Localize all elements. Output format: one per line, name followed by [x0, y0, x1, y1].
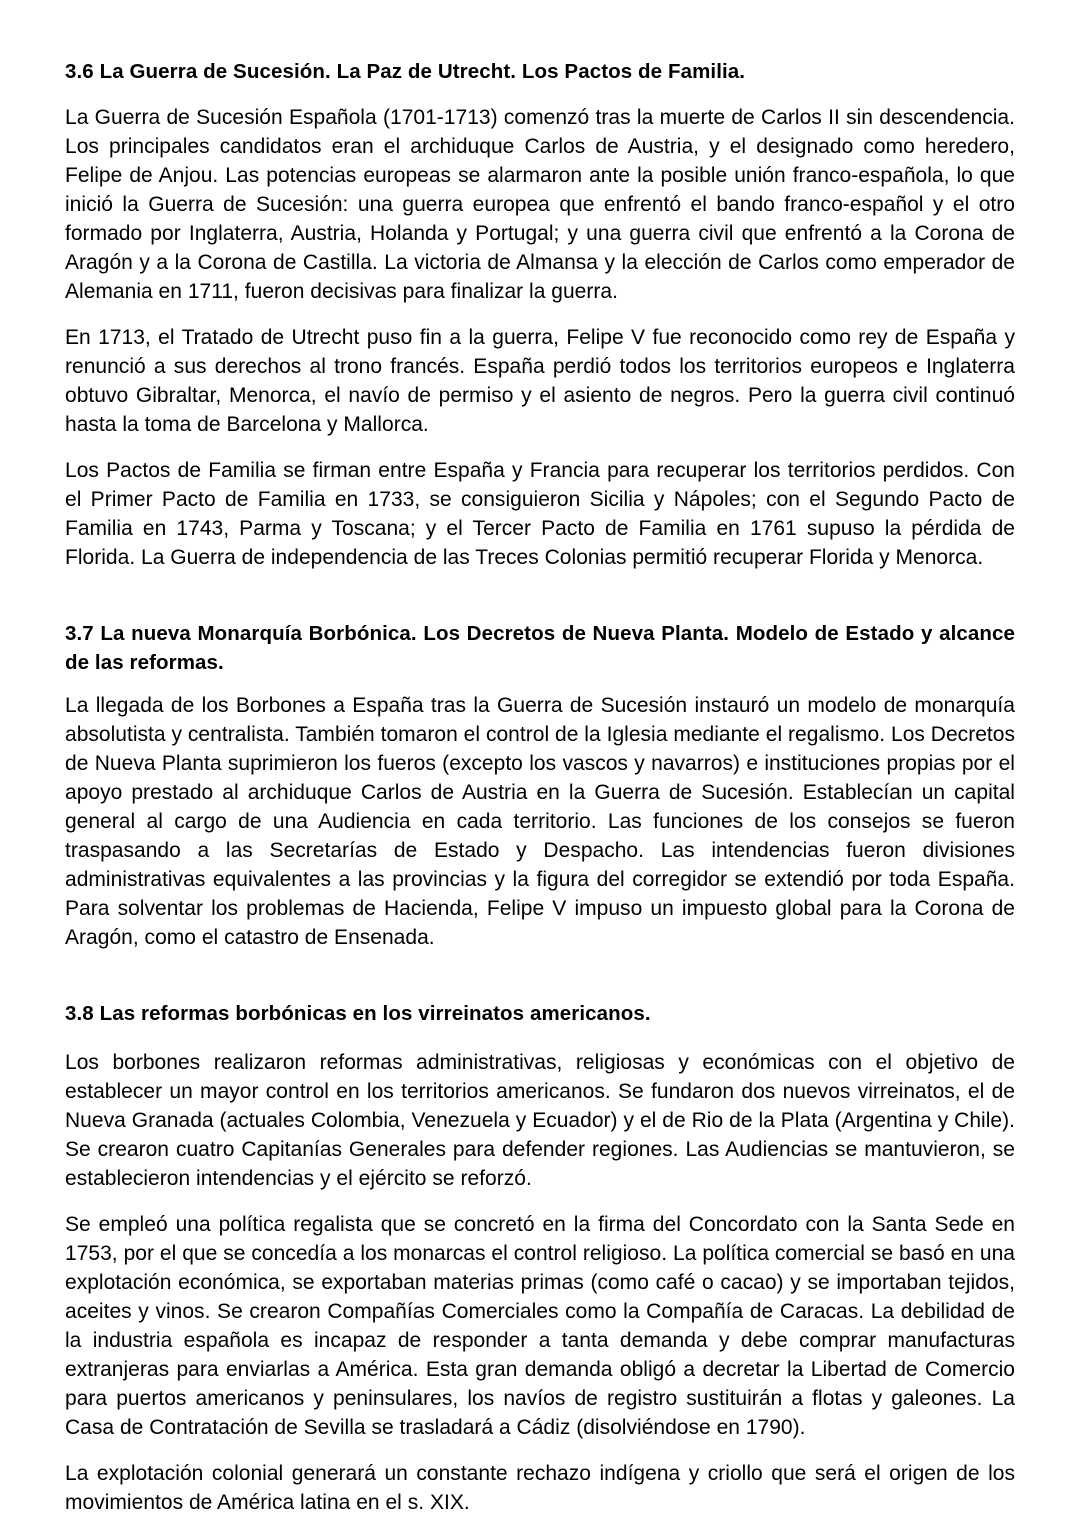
section-3-8 [65, 999, 1015, 1517]
section-3-7-heading: 3.7 La nueva Monarquía Borbónica. Los Decretos de Nueva Planta. Modelo de Estado y alcance de las reformas. [65, 622, 1015, 674]
section-3-6-heading: 3.6 La Guerra de Sucesión. La Paz de Utrecht. Los Pactos de Familia. [65, 60, 746, 83]
section-3-8-paragraph-2: Se empleó una política regalista que se concretó en la firma del Concordato con la Santa Sede en 1753, por el que se concedía a los monarcas el control religioso. La política comercial se basó en una explotación económica, se exportaban materias primas (como café o cacao) y se importaban tejidos, aceites y vinos. Se crearon Compañías Comerciales como la Compañía de Caracas. La debilidad de la industria española es incapaz de responder a tanta demanda y debe comprar manufacturas extranjeras para enviarlas a América. Esta gran demanda obligó a decretar la Libertad de Comercio para puertos americanos y peninsulares, los navíos de registro sustituirán a flotas y galeones. La Casa de Contratación de Sevilla se trasladará a Cádiz (disolviéndose en 1790). [65, 1213, 1015, 1439]
document-content [65, 57, 1015, 1517]
section-3-8-paragraph-3: La explotación colonial generará un constante rechazo indígena y criollo que será el origen de los movimientos de América latina en el s. XIX. [65, 1462, 1015, 1514]
section-3-8-paragraph-1: Los borbones realizaron reformas administrativas, religiosas y económicas con el objetivo de establecer un mayor control en los territorios americanos. Se fundaron dos nuevos virreinatos, el de Nueva Granada (actuales Colombia, Venezuela y Ecuador) y el de Rio de la Plata (Argentina y Chile). Se crearon cuatro Capitanías Generales para defender regiones. Las Audiencias se mantuvieron, se establecieron intendencias y el ejército se reforzó. [65, 1051, 1015, 1190]
section-3-6-paragraph-1: La Guerra de Sucesión Española (1701-1713) comenzó tras la muerte de Carlos II sin descendencia. Los principales candidatos eran el archiduque Carlos de Austria, y el designado como heredero, Felipe de Anjou. Las potencias europeas se alarmaron ante la posible unión franco-española, lo que inició la Guerra de Sucesión: una guerra europea que enfrentó el bando franco-español y el otro formado por Inglaterra, Austria, Holanda y Portugal; y una guerra civil que enfrentó a la Corona de Aragón y a la Corona de Castilla. La victoria de Almansa y la elección de Carlos como emperador de Alemania en 1711, fueron decisivas para finalizar la guerra. [65, 106, 1015, 303]
section-3-6-paragraph-2: En 1713, el Tratado de Utrecht puso fin a la guerra, Felipe V fue reconocido como rey de España y renunció a sus derechos al trono francés. España perdió todos los territorios europeos e Inglaterra obtuvo Gibraltar, Menorca, el navío de permiso y el asiento de negros. Pero la guerra civil continuó hasta la toma de Barcelona y Mallorca. [65, 326, 1015, 436]
section-3-7 [65, 619, 1015, 952]
section-3-6-paragraph-3: Los Pactos de Familia se firman entre España y Francia para recuperar los territorios perdidos. Con el Primer Pacto de Familia en 1733, se consiguieron Sicilia y Nápoles; con el Segundo Pacto de Familia en 1743, Parma y Toscana; y el Tercer Pacto de Familia en 1761 supuso la pérdida de Florida. La Guerra de independencia de las Treces Colonias permitió recuperar Florida y Menorca. [65, 459, 1015, 569]
section-3-7-paragraph-1: La llegada de los Borbones a España tras la Guerra de Sucesión instauró un modelo de monarquía absolutista y centralista. También tomaron el control de la Iglesia mediante el regalismo. Los Decretos de Nueva Planta suprimieron los fueros (excepto los vascos y navarros) e instituciones propias por el apoyo prestado al archiduque Carlos de Austria en la Guerra de Sucesión. Establecían un capital general al cargo de una Audiencia en cada territorio. Las funciones de los consejos se fueron traspasando a las Secretarías de Estado y Despacho. Las intendencias fueron divisiones administrativas equivalentes a las provincias y la figura del corregidor se extendió por toda España. Para solventar los problemas de Hacienda, Felipe V impuso un impuesto global para la Corona de Aragón, como el catastro de Ensenada. [65, 694, 1015, 949]
section-3-6 [65, 57, 1015, 572]
section-3-8-heading: 3.8 Las reformas borbónicas en los virreinatos americanos. [65, 1002, 651, 1025]
